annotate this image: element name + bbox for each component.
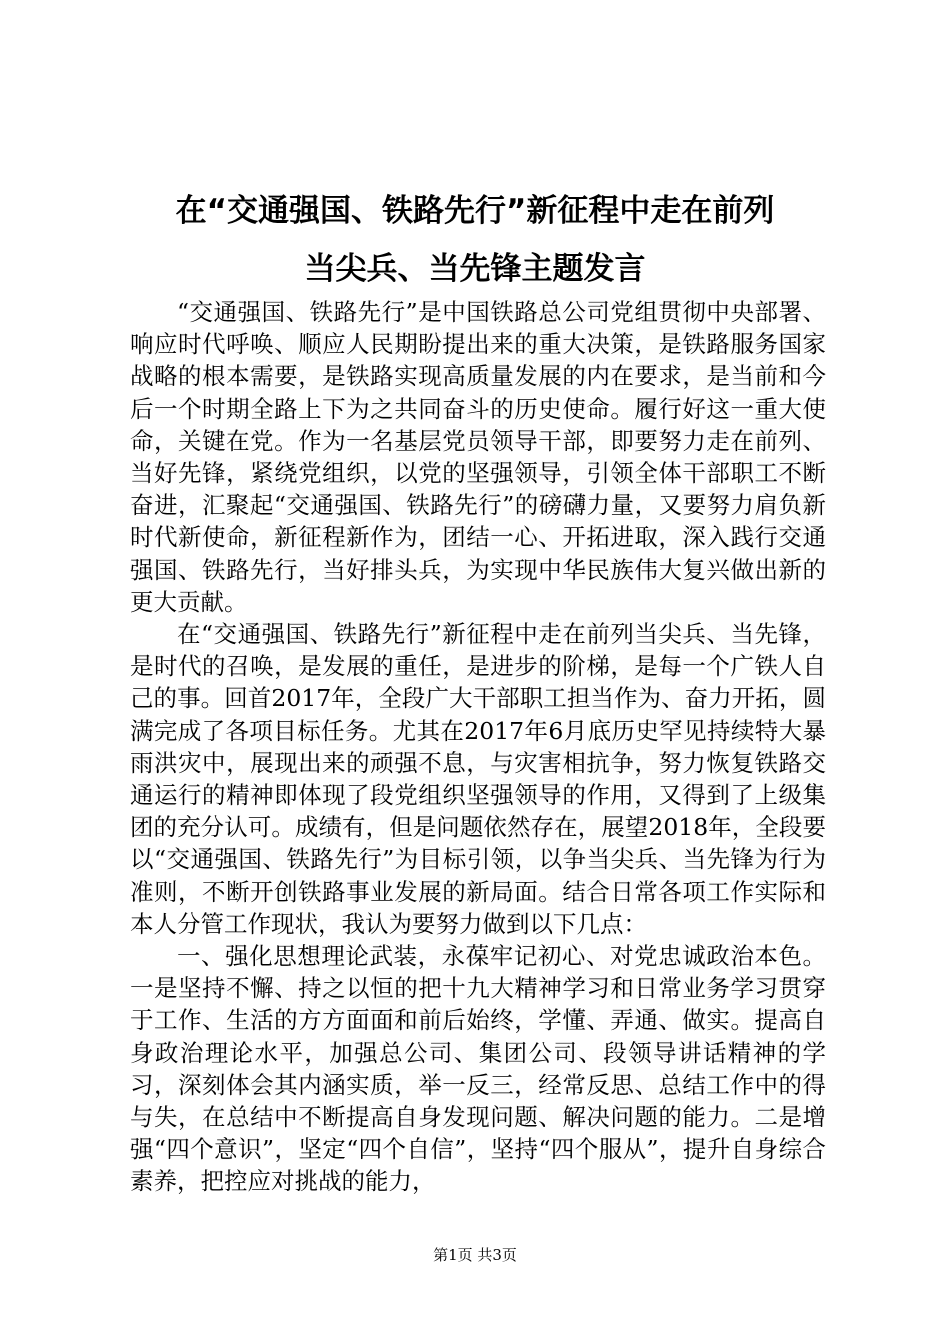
paragraph-3: 一、强化思想理论武装，永葆牢记初心、对党忠诚政治本色。一是坚持不懈、持之以恒的把十九大精神学习和日常业务学习贯穿于工作、生活的方方面面和前后始终，学懂、弄通、做实。提高自身政治理论水平，加强总公司、集团公司、段领导讲话精神的学习，深刻体会其内涵实质，举一反三，经常反思、总结工作中的得与失，在总结中不断提高自身发现问题、解决问题的能力。二是增强“四个意识”，坚定“四个自信”，坚持“四个服从”，提升自身综合素养，把控应对挑战的能力，	[130, 942, 826, 1196]
title-line-1: 在“交通强国、铁路先行”新征程中走在前列	[175, 193, 775, 229]
paragraph-2: 在“交通强国、铁路先行”新征程中走在前列当尖兵、当先锋，是时代的召唤，是发展的重任，是进步的阶梯，是每一个广铁人自己的事。回首2017年，全段广大干部职工担当作为、奋力开拓，圆满完成了各项目标任务。尤其在2017年6月底历史罕见持续特大暴雨洪灾中，展现出来的顽强不息，与灾害相抗争，努力恢复铁路交通运行的精神即体现了段党组织坚强领导的作用，又得到了上级集团的充分认可。成绩有，但是问题依然存在，展望2018年，全段要以“交通强国、铁路先行”为目标引领，以争当尖兵、当先锋为行为准则，不断开创铁路事业发展的新局面。结合日常各项工作实际和本人分管工作现状，我认为要努力做到以下几点：	[130, 620, 826, 938]
title-line-2: 当尖兵、当先锋主题发言	[304, 251, 646, 287]
page-footer: 第1页 共3页	[433, 1246, 517, 1264]
paragraph-1: “交通强国、铁路先行”是中国铁路总公司党组贯彻中央部署、响应时代呼唤、顺应人民期盼提出来的重大决策，是铁路服务国家战略的根本需要，是铁路实现高质量发展的内在要求，是当前和今后一个时期全路上下为之共同奋斗的历史使命。履行好这一重大使命，关键在党。作为一名基层党员领导干部，即要努力走在前列、当好先锋，紧绕党组织，以党的坚强领导，引领全体干部职工不断奋进，汇聚起“交通强国、铁路先行”的磅礴力量，又要努力肩负新时代新使命，新征程新作为，团结一心、开拓进取，深入践行交通强国、铁路先行，当好排头兵，为实现中华民族伟大复兴做出新的更大贡献。	[130, 298, 826, 616]
document-body	[130, 296, 826, 1198]
document-title	[110, 182, 840, 298]
